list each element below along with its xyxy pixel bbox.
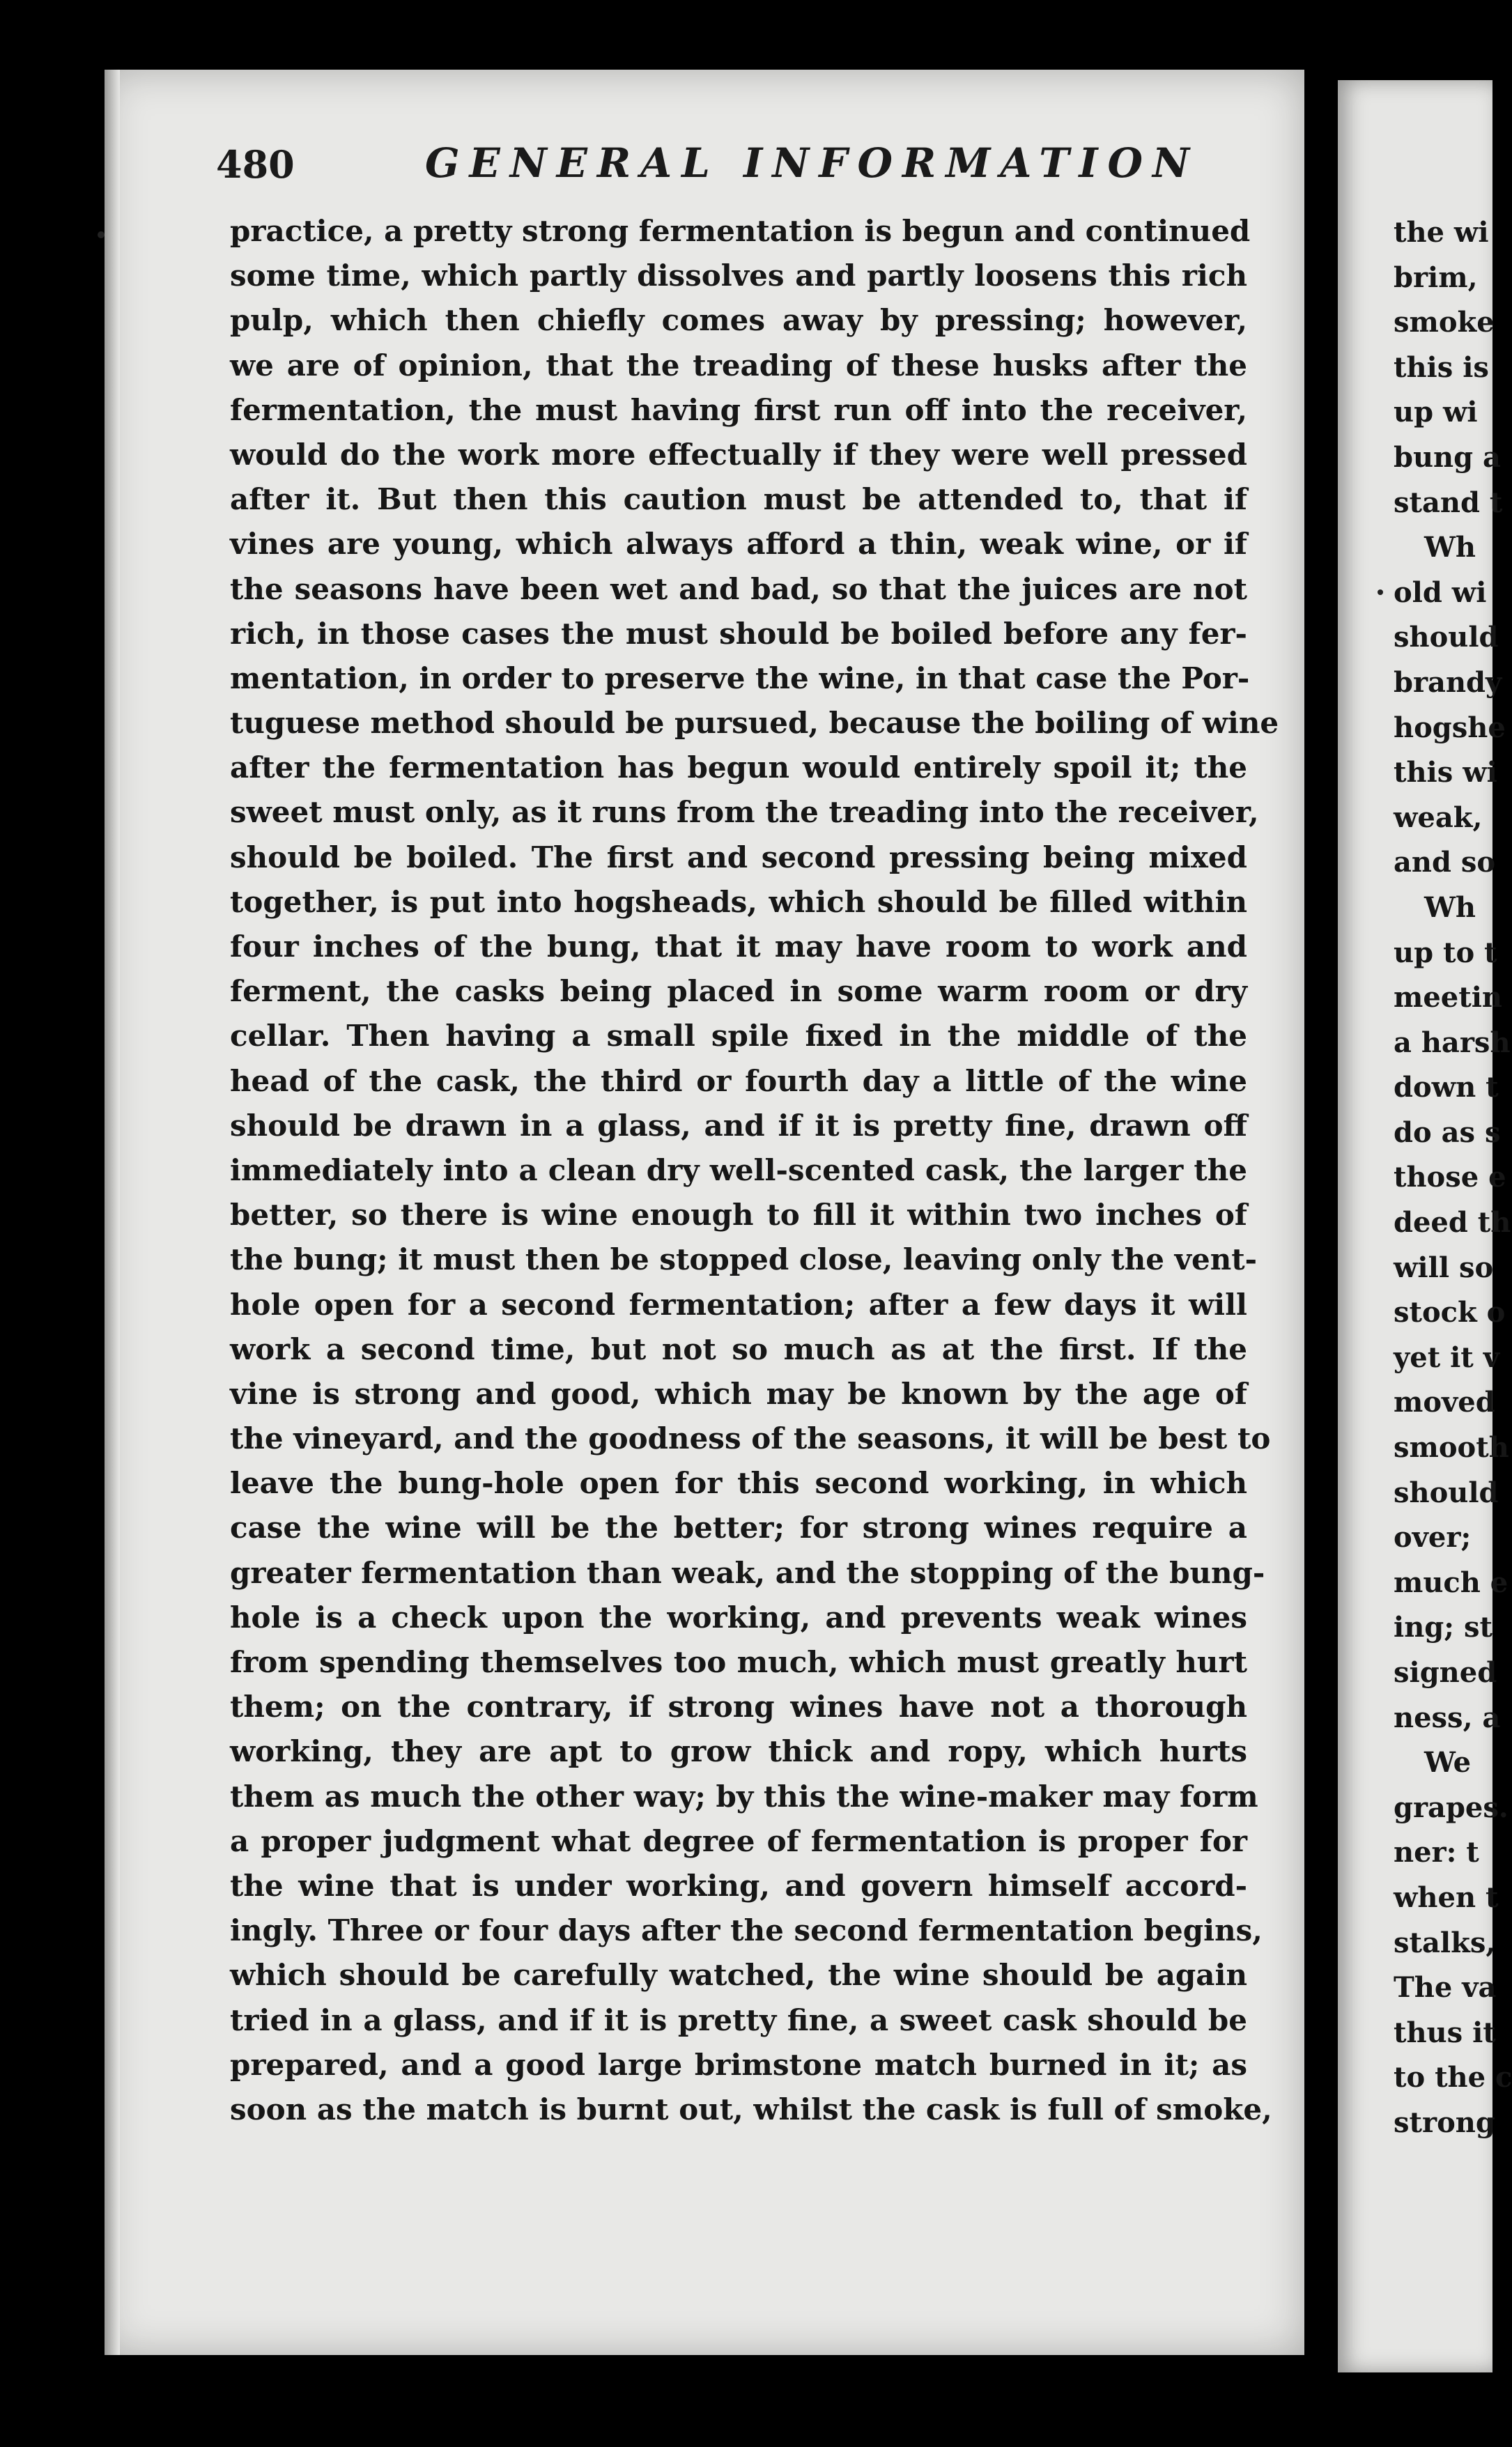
- text-line: ner: t: [1394, 1836, 1479, 1869]
- text-line: practice, a pretty strong fermentation is begun and continued: [230, 214, 1251, 248]
- text-line: deed th: [1394, 1206, 1511, 1240]
- text-line: which should be carefully watched, the wine should be again: [230, 1958, 1247, 1993]
- text-line: vine is strong and good, which may be known by the age of: [230, 1376, 1247, 1411]
- text-line: should be boiled. The first and second pressing being mixed: [230, 840, 1247, 874]
- running-head: GENERAL INFORMATION: [425, 139, 1200, 187]
- text-line: immediately into a clean dry well-scented cask, the larger the: [230, 1152, 1247, 1187]
- text-line: the wi: [1394, 216, 1489, 249]
- text-line: thus it: [1394, 2016, 1496, 2049]
- text-line: greater fermentation than weak, and the stopping of the bung-: [230, 1555, 1265, 1590]
- page-number: 480: [216, 142, 295, 187]
- text-line: tuguese method should be pursued, because the boiling of wine: [230, 706, 1279, 741]
- text-line: brim,: [1394, 261, 1478, 294]
- text-line: soon as the match is burnt out, whilst the cask is full of smoke,: [230, 2092, 1272, 2126]
- text-line: four inches of the bung, that it may have room to work and: [230, 929, 1247, 964]
- text-line: meetin: [1394, 981, 1502, 1014]
- text-line: should: [1394, 1476, 1499, 1509]
- text-line: much e: [1394, 1566, 1509, 1599]
- text-line: would do the work more effectually if they were well pressed: [230, 437, 1247, 472]
- text-line: the bung; it must then be stopped close, leaving only the vent-: [230, 1242, 1258, 1277]
- text-line: sweet must only, as it runs from the treading into the receiver,: [230, 795, 1259, 830]
- text-line: work a second time, but not so much as at the first. If the: [230, 1331, 1247, 1366]
- text-line: fermentation, the must having first run off into the receiver,: [230, 392, 1247, 427]
- text-line: rich, in those cases the must should be boiled before any fer-: [230, 616, 1247, 651]
- text-line: ness, a: [1394, 1701, 1501, 1734]
- margin-ink-mark: [98, 231, 105, 238]
- text-line: together, is put into hogsheads, which should be filled within: [230, 884, 1247, 919]
- text-line: smoke: [1394, 306, 1495, 339]
- text-line: mentation, in order to preserve the wine, in that case the Por-: [230, 661, 1250, 695]
- text-line: after it. But then this caution must be attended to, that if: [230, 482, 1247, 517]
- text-line: hole open for a second fermentation; after a few days it will: [230, 1287, 1247, 1322]
- text-line: case the wine will be the better; for strong wines require a: [230, 1511, 1247, 1545]
- text-line: the vineyard, and the goodness of the seasons, it will be best to: [230, 1421, 1271, 1456]
- text-line: those e: [1394, 1161, 1506, 1194]
- text-line: Wh: [1424, 531, 1476, 564]
- left-page-body-text: [230, 209, 1279, 2132]
- text-line: them as much the other way; by this the wine-maker may form: [230, 1779, 1258, 1814]
- text-line: hogshe: [1394, 711, 1506, 744]
- text-line: tried in a glass, and if it is pretty fine, a sweet cask should be: [230, 2002, 1247, 2037]
- text-line: strong: [1394, 2106, 1495, 2139]
- text-line: a harsh: [1394, 1026, 1511, 1059]
- text-line: Wh: [1424, 890, 1476, 924]
- text-line: from spending themselves too much, which must greatly hurt: [230, 1645, 1247, 1679]
- text-line: prepared, and a good large brimstone match burned in it; as: [230, 2047, 1247, 2082]
- text-line: this wi: [1394, 756, 1497, 789]
- text-line: up wi: [1394, 396, 1478, 429]
- text-line: over;: [1394, 1521, 1472, 1554]
- text-line: The va: [1394, 1971, 1497, 2005]
- text-line: when t: [1394, 1881, 1499, 1914]
- text-line: some time, which partly dissolves and partly loosens this rich: [230, 258, 1247, 293]
- text-line: down t: [1394, 1071, 1499, 1104]
- text-line: should be drawn in a glass, and if it is pretty fine, drawn off: [230, 1108, 1247, 1143]
- text-line: stock o: [1394, 1296, 1506, 1329]
- text-line: this is: [1394, 350, 1489, 384]
- text-line: ingly. Three or four days after the second fermentation begins,: [230, 1913, 1263, 1948]
- text-line: will so: [1394, 1251, 1494, 1284]
- text-line: should: [1394, 621, 1499, 654]
- margin-ink-mark-right: [1378, 589, 1383, 595]
- text-line: working, they are apt to grow thick and ropy, which hurts: [230, 1734, 1247, 1769]
- text-line: yet it v: [1394, 1341, 1499, 1374]
- text-line: weak,: [1394, 801, 1483, 834]
- text-line: vines are young, which always afford a thin, weak wine, or if: [230, 527, 1247, 562]
- text-line: brandy: [1394, 665, 1502, 699]
- text-line: we are of opinion, that the treading of these husks after the: [230, 348, 1247, 383]
- text-line: signed: [1394, 1656, 1497, 1689]
- text-line: the wine that is under working, and govern himself accord-: [230, 1868, 1247, 1903]
- text-line: leave the bung-hole open for this second working, in which: [230, 1466, 1247, 1501]
- text-line: up to t: [1394, 936, 1497, 969]
- text-line: pulp, which then chiefly comes away by pressing; however,: [230, 303, 1247, 338]
- text-line: cellar. Then having a small spile fixed in the middle of the: [230, 1019, 1247, 1053]
- text-line: grapes.: [1394, 1791, 1509, 1824]
- text-line: smooth: [1394, 1431, 1509, 1465]
- text-line: ing; st: [1394, 1611, 1492, 1644]
- text-line: to the c: [1394, 2061, 1512, 2094]
- text-line: after the fermentation has begun would entirely spoil it; the: [230, 750, 1247, 785]
- text-line: a proper judgment what degree of fermentation is proper for: [230, 1823, 1247, 1858]
- right-page-partial-text: [1394, 210, 1512, 2146]
- text-line: the seasons have been wet and bad, so that the juices are not: [230, 571, 1247, 606]
- text-line: old wi: [1394, 576, 1487, 609]
- text-line: head of the cask, the third or fourth day a little of the wine: [230, 1063, 1247, 1098]
- text-line: hole is a check upon the working, and prevents weak wines: [230, 1600, 1247, 1635]
- page-header: [216, 132, 1275, 209]
- text-line: stand t: [1394, 486, 1503, 519]
- text-line: bung a: [1394, 440, 1501, 474]
- text-line: ferment, the casks being placed in some warm room or dry: [230, 974, 1247, 1009]
- text-line: We: [1424, 1746, 1472, 1780]
- left-page-gutter-shadow: [105, 70, 120, 2355]
- text-line: moved: [1394, 1386, 1495, 1419]
- text-line: them; on the contrary, if strong wines have not a thorough: [230, 1690, 1247, 1724]
- text-line: and so: [1394, 846, 1496, 879]
- text-line: do as s: [1394, 1116, 1501, 1149]
- text-line: better, so there is wine enough to fill it within two inches of: [230, 1198, 1247, 1233]
- text-line: stalks,: [1394, 1926, 1496, 1959]
